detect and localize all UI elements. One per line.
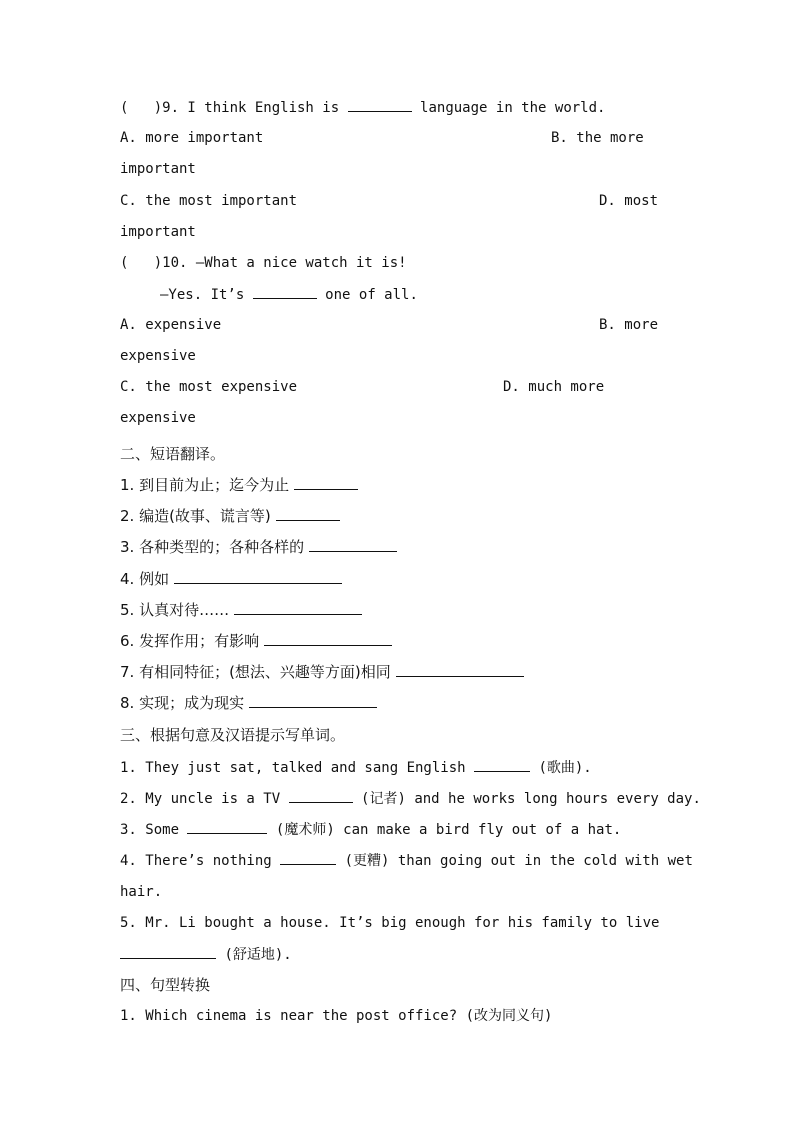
- answer-blank[interactable]: [309, 537, 397, 552]
- question-10-reply: [160, 284, 720, 305]
- option-row: [120, 128, 680, 148]
- sentence-text: 4. There’s nothing: [120, 853, 272, 869]
- answer-blank[interactable]: [474, 757, 530, 772]
- section-4-heading: 四、句型转换: [120, 976, 211, 994]
- option-a: A. more important: [120, 130, 264, 146]
- option-d: D. much more: [503, 379, 605, 395]
- sentence-item: [120, 788, 701, 809]
- option-c: C. the most important: [120, 193, 298, 209]
- phrase-text: 5. 认真对待……: [120, 601, 230, 619]
- section-3-heading: 三、根据句意及汉语提示写单词。: [120, 726, 346, 744]
- phrase-item: [120, 475, 680, 495]
- section-2-heading: 二、短语翻译。: [120, 445, 226, 463]
- question-10: ( )10. —What a nice watch it is!: [120, 255, 407, 271]
- option-a: A. expensive: [120, 317, 222, 333]
- answer-blank[interactable]: [187, 819, 267, 834]
- phrase-text: 4. 例如: [120, 570, 170, 588]
- phrase-item: [120, 600, 680, 620]
- answer-blank[interactable]: [276, 506, 340, 521]
- phrase-text: 2. 编造(故事、谎言等): [120, 507, 271, 525]
- answer-blank[interactable]: [234, 600, 362, 615]
- option-row: [120, 377, 680, 397]
- option-b-wrap: expensive: [120, 348, 196, 364]
- sentence-item: 5. Mr. Li bought a house. It’s big enough for his family to live: [120, 915, 660, 931]
- sentence-text: 3. Some: [120, 822, 180, 838]
- answer-blank[interactable]: [120, 944, 216, 959]
- option-d-wrap: important: [120, 224, 196, 240]
- sentence-hint: (舒适地).: [224, 947, 292, 963]
- option-row: [120, 315, 680, 335]
- phrase-text: 6. 发挥作用；有影响: [120, 632, 260, 650]
- question-10-reply-end: one of all.: [325, 287, 418, 303]
- question-9-stem: ( )9. I think English is: [120, 100, 340, 116]
- phrase-item: [120, 693, 680, 713]
- phrase-text: 3. 各种类型的；各种各样的: [120, 538, 305, 556]
- phrase-item: [120, 537, 680, 557]
- answer-blank[interactable]: [253, 284, 317, 299]
- sentence-item: [120, 819, 680, 840]
- sentence-item-cont: [120, 944, 680, 965]
- option-b: B. more: [599, 317, 659, 333]
- answer-blank[interactable]: [264, 631, 392, 646]
- sentence-hint: (记者) and he works long hours every day.: [361, 791, 701, 807]
- option-row: [120, 191, 680, 211]
- phrase-text: 1. 到目前为止；迄今为止: [120, 476, 290, 494]
- sentence-item: [120, 850, 693, 871]
- sentence-wrap: hair.: [120, 884, 163, 900]
- answer-blank[interactable]: [289, 788, 353, 803]
- option-b-wrap: important: [120, 161, 196, 177]
- answer-blank[interactable]: [280, 850, 336, 865]
- phrase-item: [120, 506, 680, 526]
- sentence-text: 2. My uncle is a TV: [120, 791, 281, 807]
- option-d: D. most: [599, 193, 659, 209]
- sentence-hint: (更糟) than going out in the cold with wet: [344, 853, 693, 869]
- sentence-text: 1. They just sat, talked and sang English: [120, 760, 466, 776]
- phrase-item: [120, 631, 680, 651]
- option-b: B. the more: [551, 130, 644, 146]
- answer-blank[interactable]: [249, 693, 377, 708]
- question-9-stem-end: language in the world.: [420, 100, 606, 116]
- phrase-text: 8. 实现；成为现实: [120, 694, 245, 712]
- sentence-hint: (魔术师) can make a bird fly out of a hat.: [275, 822, 622, 838]
- phrase-item: [120, 662, 680, 682]
- sentence-hint: (歌曲).: [538, 760, 592, 776]
- answer-blank[interactable]: [348, 97, 412, 112]
- transform-item: 1. Which cinema is near the post office? (改为同义句): [120, 1008, 553, 1024]
- option-c: C. the most expensive: [120, 379, 298, 395]
- answer-blank[interactable]: [174, 569, 342, 584]
- question-9: [120, 97, 680, 118]
- answer-blank[interactable]: [294, 475, 358, 490]
- sentence-item: [120, 757, 680, 778]
- question-10-reply-start: —Yes. It’s: [160, 287, 245, 303]
- phrase-text: 7. 有相同特征；(想法、兴趣等方面)相同: [120, 663, 391, 681]
- option-d-wrap: expensive: [120, 410, 196, 426]
- phrase-item: [120, 569, 680, 589]
- answer-blank[interactable]: [396, 662, 524, 677]
